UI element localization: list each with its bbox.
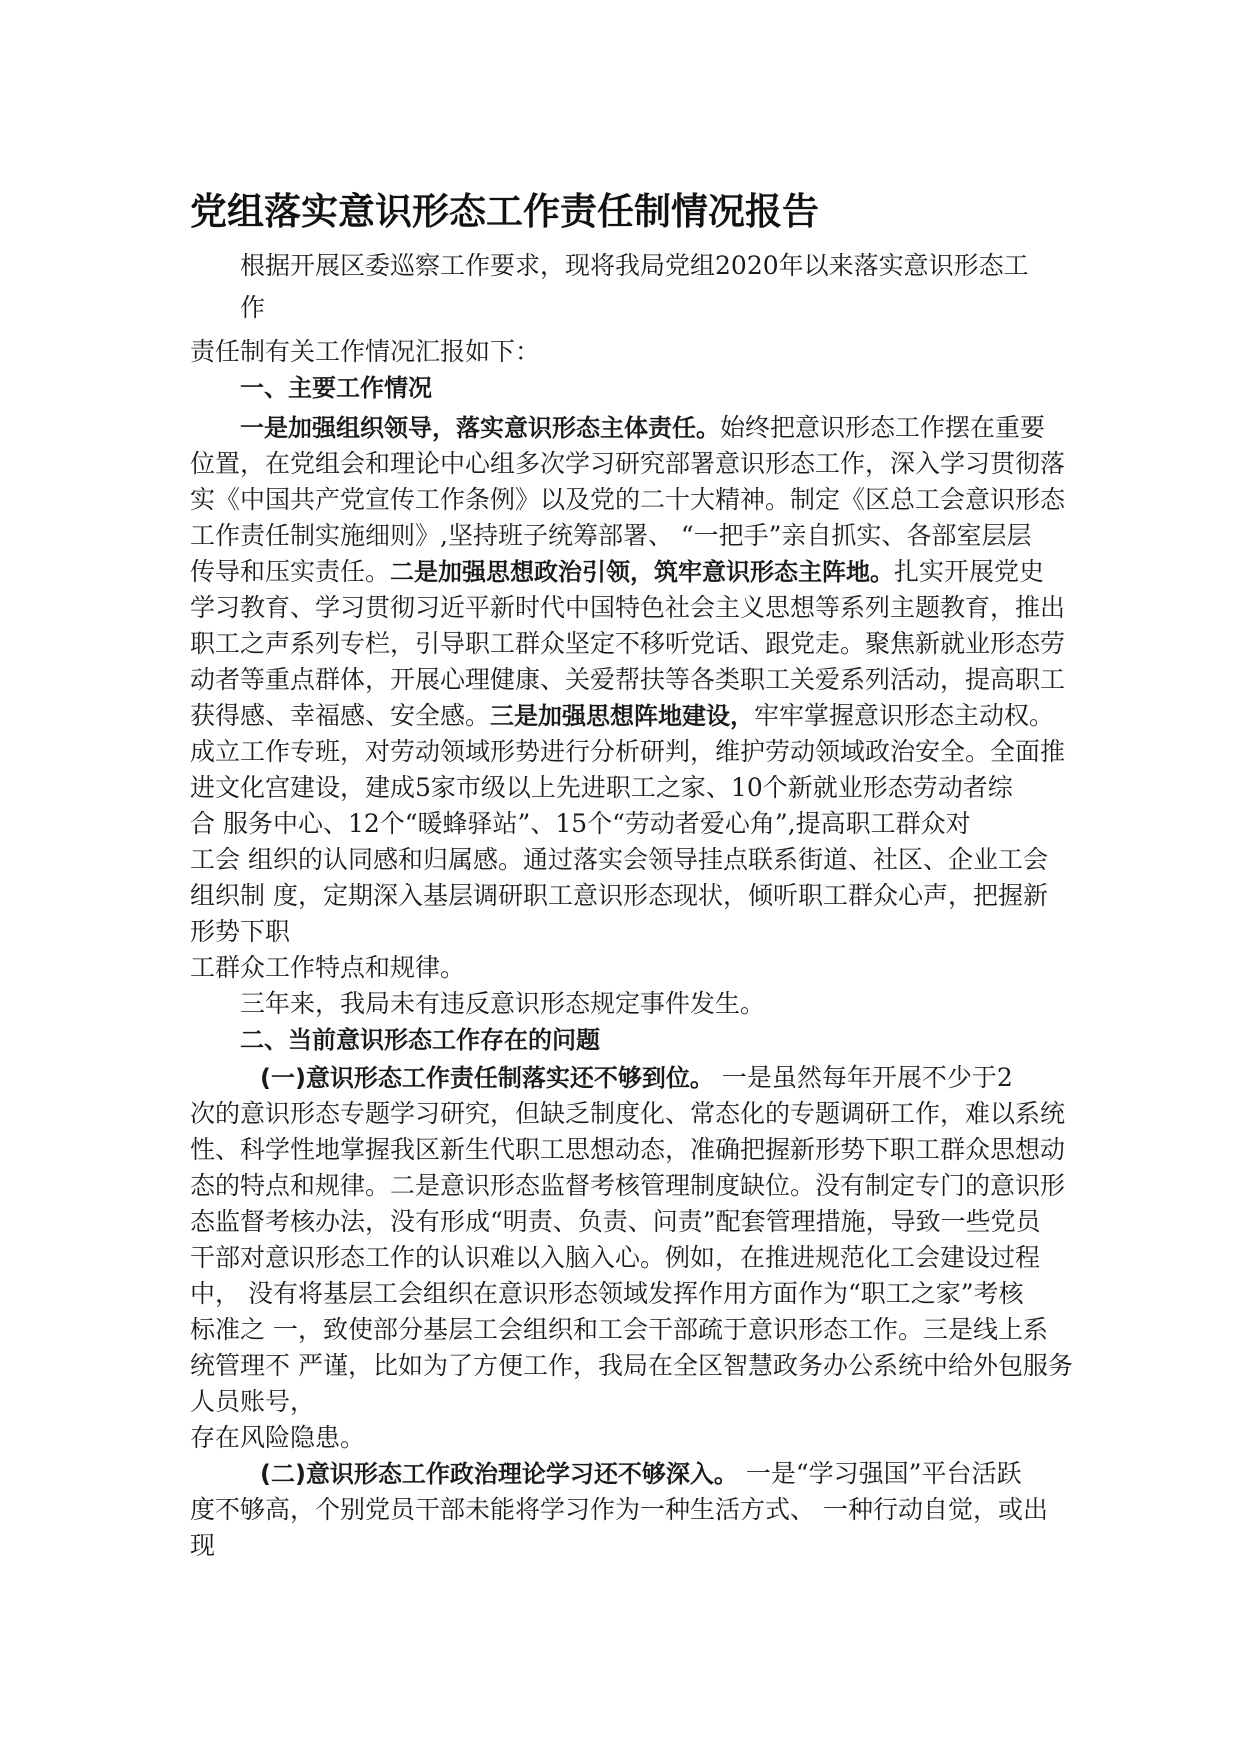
text-segment: 动者等重点群体，开展心理健康、关爱帮扶等各类职工关爱系列活动，提高职工 (190, 665, 1066, 694)
text-segment: 一是“学习强国”平台活跃 (737, 1459, 1022, 1488)
text-segment: 现 (190, 1531, 216, 1560)
body-line (190, 1276, 1024, 1312)
body-line (190, 1240, 1040, 1276)
body-line (190, 1420, 365, 1456)
body-line (190, 914, 290, 950)
text-segment: 工作责任制实施细则》,坚持班子统筹部署、 “一把手”亲自抓实、各部室层层 (190, 521, 1032, 550)
body-line (190, 662, 1065, 698)
body-line (190, 698, 1054, 734)
text-segment: 传导和压实责任。 (190, 557, 391, 586)
body-line (190, 950, 465, 986)
bold-text-segment: (一)意识形态工作责任制落实还不够到位。 (260, 1064, 714, 1092)
text-segment: 工会 组织的认同感和归属感。通过落实会领导挂点联系街道、社区、企业工会 (190, 845, 1048, 874)
text-segment: 存在风险隐患。 (190, 1423, 366, 1452)
bold-text-segment: 二、当前意识形态工作存在的问题 (240, 1026, 600, 1054)
text-segment: 扎实开展党史 (894, 557, 1045, 586)
body-line (260, 1456, 1021, 1492)
text-segment: 人员账号， (190, 1387, 316, 1416)
text-segment: 成立工作专班，对劳动领域形势进行分析研判，维护劳动领域政治安全。全面推 (190, 737, 1066, 766)
body-line (240, 248, 1029, 284)
bold-text-segment: 三是加强思想阵地建设， (490, 702, 755, 730)
body-line (190, 806, 971, 842)
text-segment: 责任制有关工作情况汇报如下： (190, 337, 541, 366)
text-segment: 干部对意识形态工作的认识难以入脑入心。例如，在推进规范化工会建设过程 (190, 1243, 1041, 1272)
document-title: 党组落实意识形态工作责任制情况报告 (190, 190, 819, 233)
text-segment: 牢牢掌握意识形态主动权。 (754, 701, 1055, 730)
body-line (190, 482, 1065, 518)
text-segment: 形势下职 (190, 917, 291, 946)
body-line (190, 1492, 1048, 1528)
body-line (190, 770, 1013, 806)
body-line (190, 878, 1048, 914)
body-line (190, 334, 540, 370)
body-line (190, 1204, 1041, 1240)
body-line (190, 842, 1048, 878)
text-segment: 实《中国共产党宣传工作条例》以及党的二十大精神。制定《区总工会意识形态 (190, 485, 1066, 514)
text-segment: 组织制 度，定期深入基层调研职工意识形态现状，倾听职工群众心声，把握新 (190, 881, 1048, 910)
text-segment: 次的意识形态专题学习研究，但缺乏制度化、常态化的专题调研工作，难以系统 (190, 1099, 1066, 1128)
body-line (240, 1022, 600, 1058)
body-line (190, 1096, 1065, 1132)
text-segment: 进文化宫建设，建成5家市级以上先进职工之家、10个新就业形态劳动者综 (190, 773, 1013, 802)
body-line (240, 290, 265, 326)
text-segment: 性、科学性地掌握我区新生代职工思想动态，准确把握新形势下职工群众思想动 (190, 1135, 1066, 1164)
text-segment: 中， 没有将基层工会组织在意识形态领域发挥作用方面作为“职工之家”考核 (190, 1279, 1024, 1308)
text-segment: 度不够高，个别党员干部未能将学习作为一种生活方式、 一种行动自觉，或出 (190, 1495, 1048, 1524)
bold-text-segment: 一、主要工作情况 (240, 374, 432, 402)
body-line (240, 410, 1045, 446)
text-segment: 根据开展区委巡察工作要求，现将我局党组2020年以来落实意识形态工 (240, 251, 1029, 280)
text-segment: 作 (240, 293, 266, 322)
text-segment: 合 服务中心、12个“暖蜂驿站”、15个“劳动者爱心角”,提高职工群众对 (190, 809, 971, 838)
bold-text-segment: 一是加强组织领导，落实意识形态主体责任。 (240, 414, 720, 442)
body-line (190, 446, 1065, 482)
body-line (190, 626, 1065, 662)
text-segment: 标准之 一，致使部分基层工会组织和工会干部疏于意识形态工作。三是线上系 (190, 1315, 1048, 1344)
text-segment: 工群众工作特点和规律。 (190, 953, 466, 982)
bold-text-segment: (二)意识形态工作政治理论学习还不够深入。 (260, 1460, 738, 1488)
text-segment: 职工之声系列专栏，引导职工群众坚定不移听党话、跟党走。聚焦新就业形态劳 (190, 629, 1066, 658)
body-line (190, 734, 1065, 770)
body-line (240, 370, 432, 406)
body-line (190, 518, 1031, 554)
body-line (190, 1384, 315, 1420)
text-segment: 学习教育、学习贯彻习近平新时代中国特色社会主义思想等系列主题教育，推出 (190, 593, 1066, 622)
text-segment: 一是虽然每年开展不少于2 (713, 1063, 1013, 1092)
body-line (190, 554, 1044, 590)
text-segment: 三年来，我局未有违反意识形态规定事件发生。 (240, 989, 766, 1018)
text-segment: 态监督考核办法，没有形成“明责、负责、问责”配套管理措施，导致一些党员 (190, 1207, 1041, 1236)
text-segment: 获得感、幸福感、安全感。 (190, 701, 491, 730)
body-line (190, 590, 1065, 626)
body-line (190, 1528, 215, 1564)
bold-text-segment: 二是加强思想政治引领，筑牢意识形态主阵地。 (390, 558, 895, 586)
body-line (190, 1312, 1048, 1348)
text-segment: 态的特点和规律。二是意识形态监督考核管理制度缺位。没有制定专门的意识形 (190, 1171, 1066, 1200)
body-line (190, 1168, 1065, 1204)
body-line (260, 1060, 1013, 1096)
text-segment: 始终把意识形态工作摆在重要 (720, 413, 1046, 442)
body-line (190, 1348, 1073, 1384)
body-line (240, 986, 765, 1022)
text-segment: 位置，在党组会和理论中心组多次学习研究部署意识形态工作，深入学习贯彻落 (190, 449, 1066, 478)
text-segment: 统管理不 严谨，比如为了方便工作，我局在全区智慧政务办公系统中给外包服务 (190, 1351, 1073, 1380)
body-line (190, 1132, 1065, 1168)
